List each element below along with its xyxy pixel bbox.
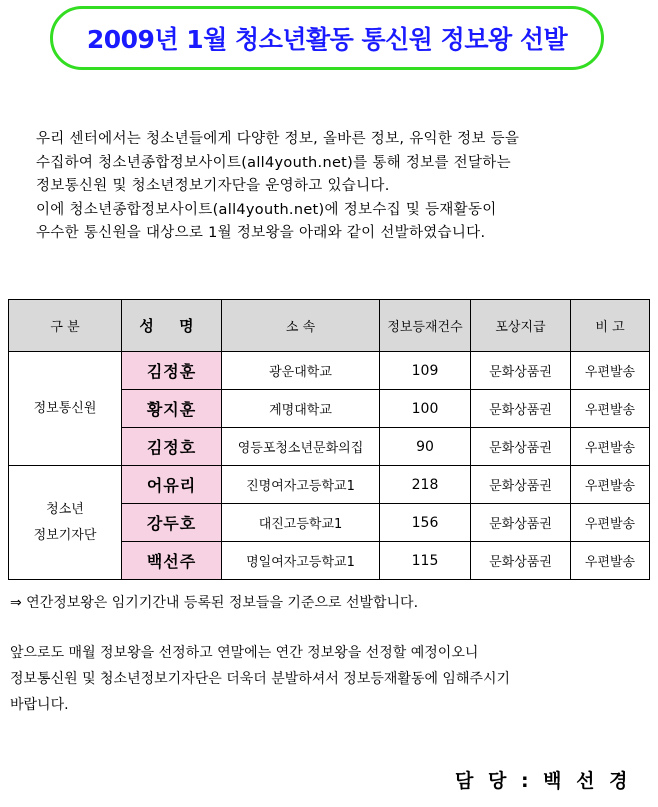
remark-cell: 우편발송 (571, 428, 650, 466)
affiliation-cell: 대진고등학교1 (222, 504, 380, 542)
remark-cell: 우편발송 (571, 352, 650, 390)
intro-line: 이에 청소년종합정보사이트(all4youth.net)에 정보수집 및 등재활동이 (36, 201, 497, 218)
winners-table (8, 299, 650, 580)
name-cell: 황지훈 (122, 390, 222, 428)
count-cell: 109 (380, 352, 471, 390)
prize-cell: 문화상품권 (471, 466, 571, 504)
selection-note: ⇒ 연간정보왕은 임기기간내 등록된 정보들을 기준으로 선발합니다. (10, 595, 419, 611)
header-group: 구 분 (9, 300, 122, 352)
affiliation-cell: 영등포청소년문화의집 (222, 428, 380, 466)
name-cell: 어유리 (122, 466, 222, 504)
name-cell: 백선주 (122, 542, 222, 580)
remark-cell: 우편발송 (571, 542, 650, 580)
remark-cell: 우편발송 (571, 504, 650, 542)
prize-cell: 문화상품권 (471, 542, 571, 580)
group-label: 정보통신원 (33, 400, 97, 416)
count-cell: 156 (380, 504, 471, 542)
page-title: 2009년 1월 청소년활동 통신원 정보왕 선발 (86, 25, 568, 54)
header-name: 성 명 (122, 300, 222, 352)
remark-cell: 우편발송 (571, 390, 650, 428)
table-row (9, 352, 650, 390)
group-label: 정보기자단 (33, 527, 97, 543)
table-row (9, 466, 650, 504)
name-cell: 강두호 (122, 504, 222, 542)
header-prize: 포상지급 (471, 300, 571, 352)
prize-cell: 문화상품권 (471, 428, 571, 466)
name-cell: 김정호 (122, 428, 222, 466)
contact-person: 담 당 : 백 선 경 (455, 770, 632, 792)
prize-cell: 문화상품권 (471, 352, 571, 390)
header-affiliation: 소 속 (222, 300, 380, 352)
closing-paragraph (10, 640, 640, 718)
count-cell: 100 (380, 390, 471, 428)
affiliation-cell: 진명여자고등학교1 (222, 466, 380, 504)
group-cell-info-correspondent (9, 352, 122, 466)
prize-cell: 문화상품권 (471, 504, 571, 542)
affiliation-cell: 계명대학교 (222, 390, 380, 428)
count-cell: 218 (380, 466, 471, 504)
remark-cell: 우편발송 (571, 466, 650, 504)
header-remark: 비 고 (571, 300, 650, 352)
closing-line: 정보통신원 및 청소년정보기자단은 더욱더 분발하셔서 정보등재활동에 임해주시기 (10, 671, 511, 687)
group-label: 청소년 (46, 501, 84, 517)
closing-line: 바랍니다. (10, 697, 69, 713)
intro-line: 우수한 통신원을 대상으로 1월 정보왕을 아래와 같이 선발하였습니다. (36, 225, 486, 241)
affiliation-cell: 명일여자고등학교1 (222, 542, 380, 580)
title-banner (50, 6, 604, 70)
prize-cell: 문화상품권 (471, 390, 571, 428)
affiliation-cell: 광운대학교 (222, 352, 380, 390)
count-cell: 90 (380, 428, 471, 466)
intro-line: 수집하여 청소년종합정보사이트(all4youth.net)를 통해 정보를 전달하는 (36, 154, 511, 171)
header-count: 정보등재건수 (380, 300, 471, 352)
closing-line: 앞으로도 매월 정보왕을 선정하고 연말에는 연간 정보왕을 선정할 예정이오니 (10, 645, 479, 661)
intro-paragraph (36, 128, 636, 246)
intro-line: 정보통신원 및 청소년정보기자단을 운영하고 있습니다. (36, 178, 390, 194)
group-cell-youth-reporters (9, 466, 122, 580)
table-header-row (9, 300, 650, 352)
name-cell: 김정훈 (122, 352, 222, 390)
intro-line: 우리 센터에서는 청소년들에게 다양한 정보, 올바른 정보, 유익한 정보 등을 (36, 131, 520, 147)
count-cell: 115 (380, 542, 471, 580)
